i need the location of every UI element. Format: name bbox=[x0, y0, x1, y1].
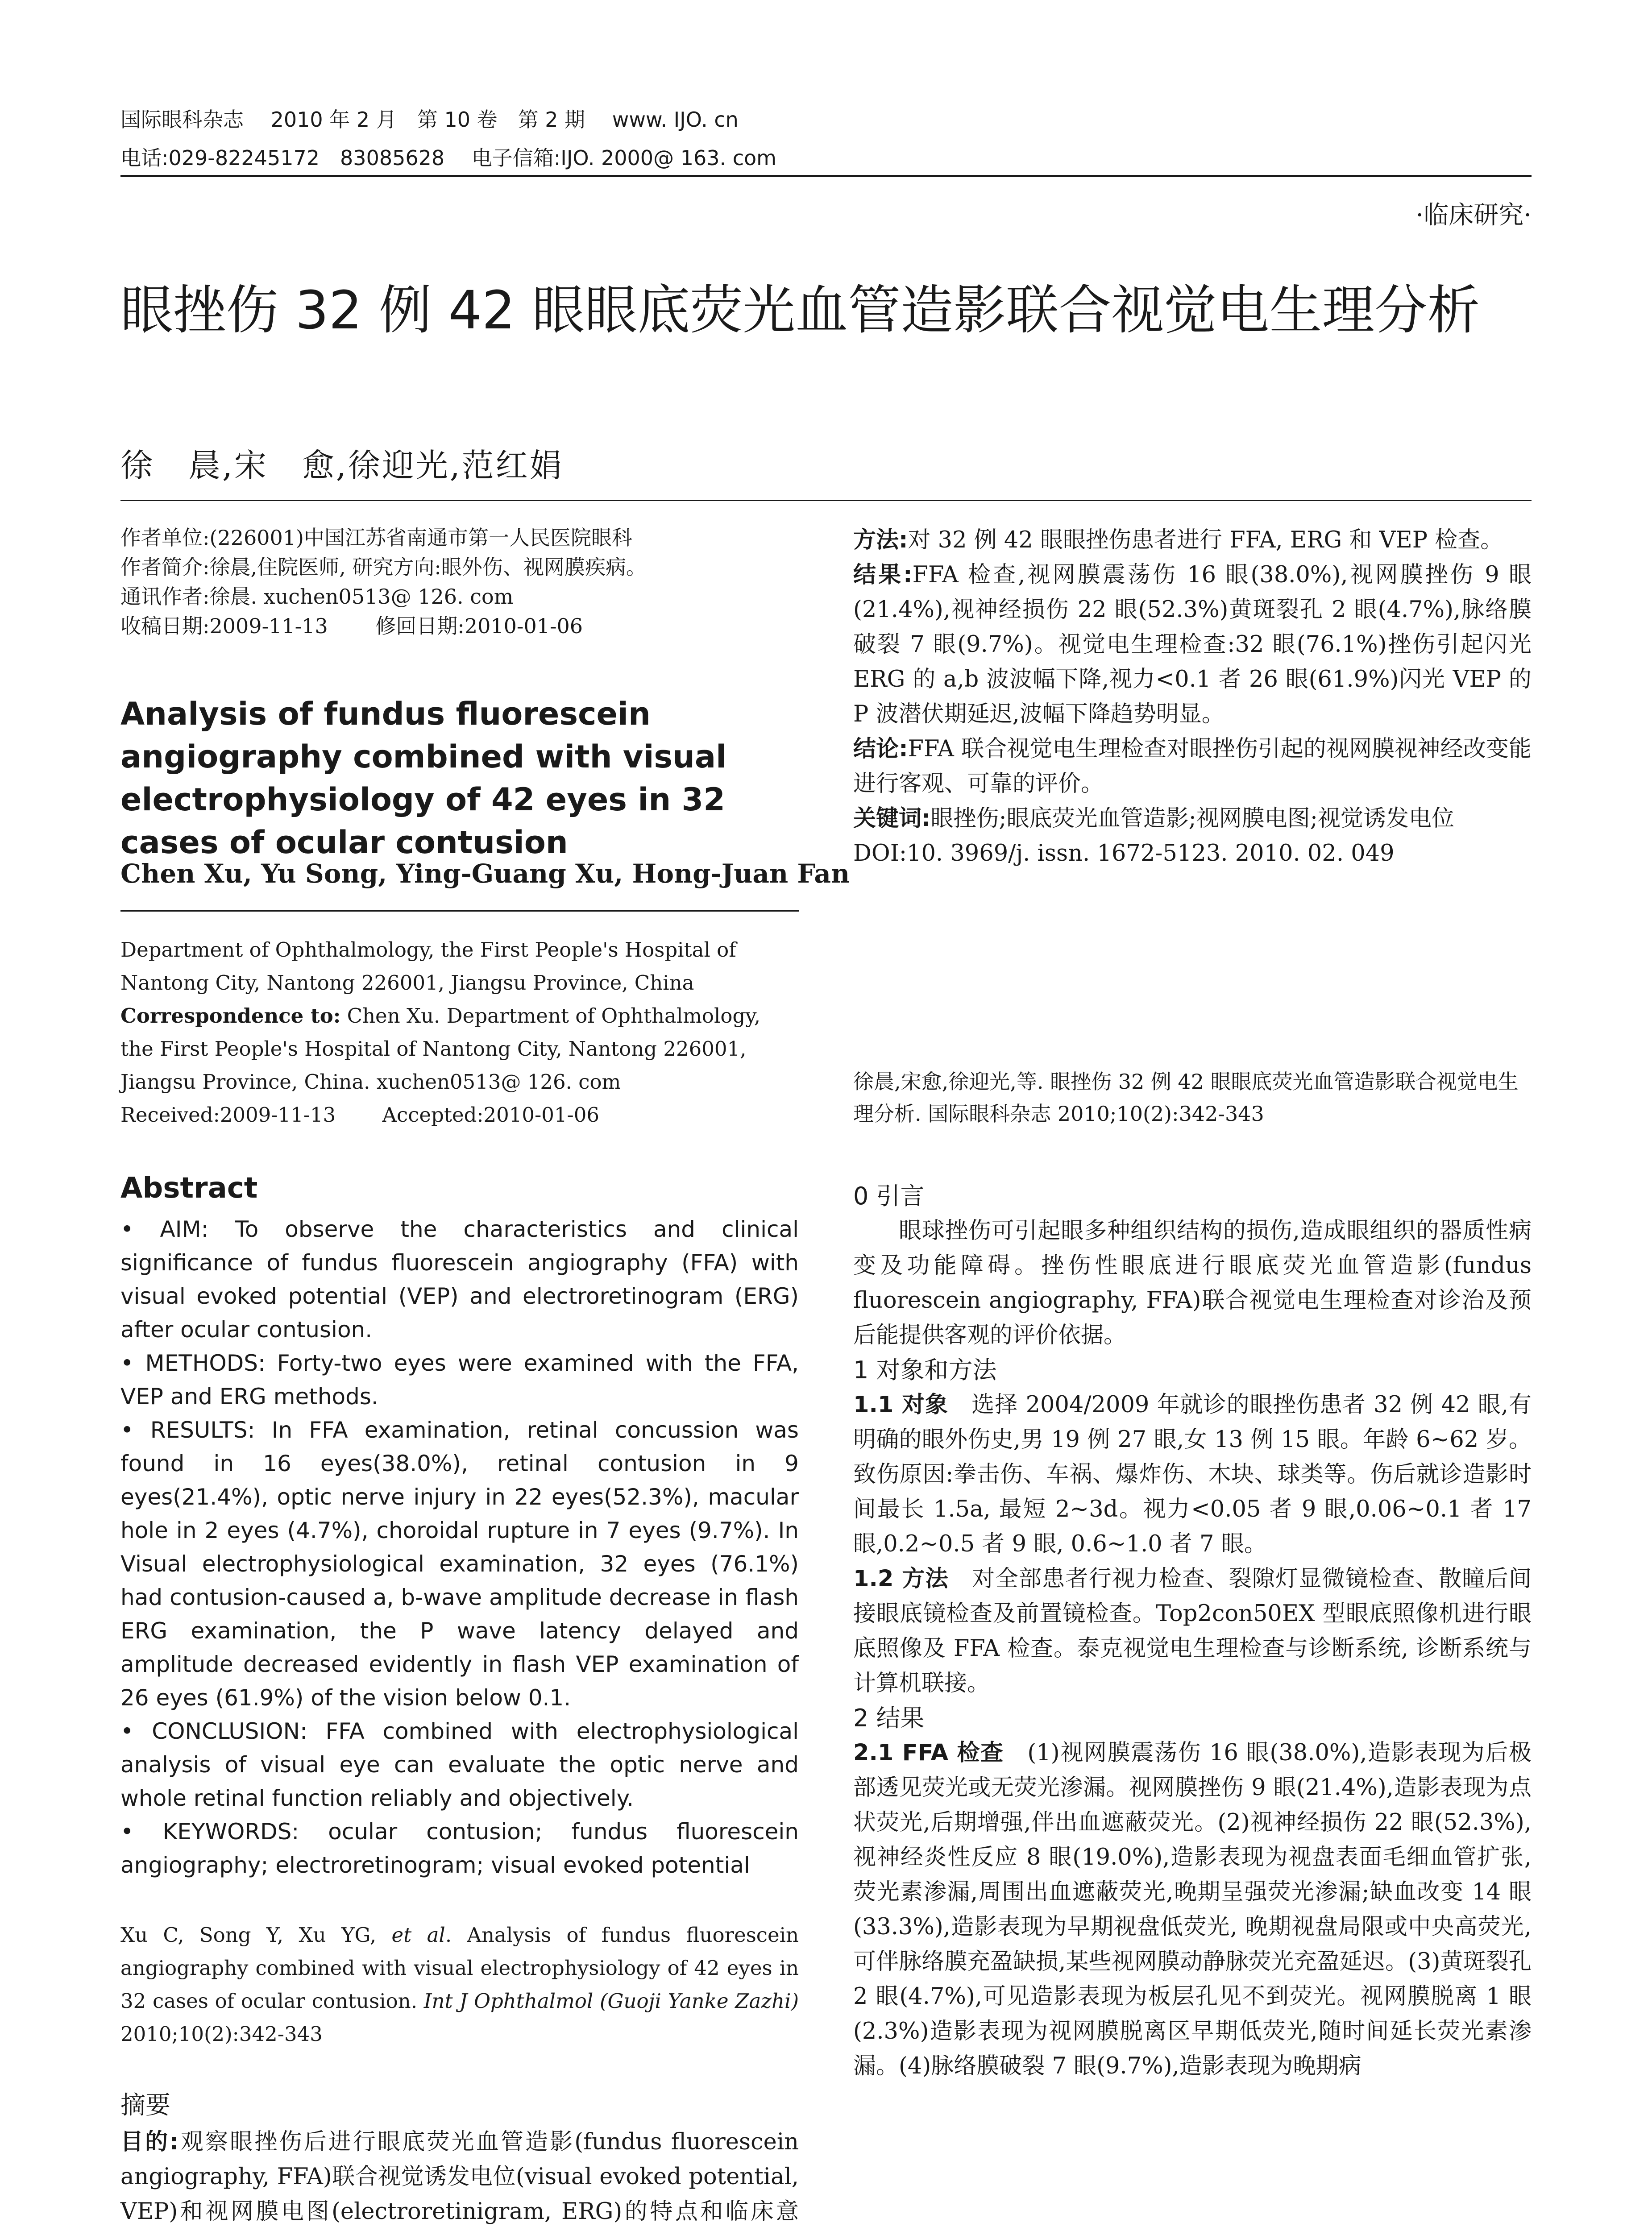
abstract-keywords: • KEYWORDS: ocular contusion; fundus fluorescein angiography; electroretinogram; visual evoked potential bbox=[120, 1819, 799, 1878]
results-cn bbox=[853, 558, 1532, 732]
section-tag: ·临床研究· bbox=[1415, 201, 1532, 230]
correspondence-text: Chen Xu. Department of Ophthalmology, the First People's Hospital of Nantong City, Nantong 226001, Jiangsu Province, China. xuchen0513@ 126. com bbox=[120, 1004, 761, 1094]
english-authors-rule bbox=[120, 910, 799, 912]
corresponding-author-cn: 通讯作者:徐晨. xuchen0513@ 126. com bbox=[120, 585, 514, 609]
intro-paragraph: 眼球挫伤可引起眼多种组织结构的损伤,造成眼组织的器质性病变及功能障碍。挫伤性眼底进行眼底荧光血管造影(fundus fluorescein angiography, FFA)联合视觉电生理检查对诊治及预后能提供客观的评价依据。 bbox=[853, 1218, 1532, 1348]
ffa-results-heading: 2.1 FFA 检查 bbox=[853, 1740, 1004, 1766]
journal-info-line: 国际眼科杂志 2010 年 2 月 第 10 卷 第 2 期 www. IJO. cn bbox=[120, 108, 739, 132]
conclusion-cn-label: 结论: bbox=[853, 736, 908, 762]
citation-authors: Xu C, Song Y, Xu YG, bbox=[120, 1923, 392, 1947]
correspondence-label: Correspondence to: bbox=[120, 1004, 341, 1028]
header-rule bbox=[120, 175, 1532, 177]
english-affiliation: Department of Ophthalmology, the First People's Hospital of Nantong City, Nantong 226001, Jiangsu Province, China bbox=[120, 938, 736, 995]
keywords-cn-label: 关键词: bbox=[853, 805, 931, 832]
abstract-body bbox=[120, 1213, 799, 1882]
author-affiliation-cn: 作者单位:(226001)中国江苏省南通市第一人民医院眼科 bbox=[120, 526, 632, 550]
procedure-paragraph: 对全部患者行视力检查、裂隙灯显微镜检查、散瞳后间接眼底镜检查及前置镜检查。Top2con50EX 型眼底照像机进行眼底照像及 FFA 检查。泰克视觉电生理检查与诊断系统, 诊断系统与计算机联接。 bbox=[853, 1566, 1532, 1696]
citation-title: . Analysis of fundus fluorescein angiography combined with visual electrophysiology of 42 eyes in 32 cases of ocular contusion. bbox=[120, 1923, 799, 2013]
body-text bbox=[853, 1179, 1532, 2084]
title-rule bbox=[120, 500, 1532, 501]
results-cn-label: 结果: bbox=[853, 562, 913, 588]
citation-volume: 2010;10(2):342-343 bbox=[120, 2022, 323, 2046]
conclusion-cn bbox=[853, 732, 1532, 801]
aim-cn-label: 目的: bbox=[120, 2129, 179, 2155]
doi: DOI:10. 3969/j. issn. 1672-5123. 2010. 02. 049 bbox=[853, 840, 1395, 867]
english-authors: Chen Xu, Yu Song, Ying-Guang Xu, Hong-Juan Fan bbox=[120, 858, 850, 889]
procedure-heading: 1.2 方法 bbox=[853, 1566, 949, 1592]
article-title: 眼挫伤 32 例 42 眼眼底荧光血管造影联合视觉电生理分析 bbox=[120, 279, 1480, 341]
dates-cn: 收稿日期:2009-11-13 修回日期:2010-01-06 bbox=[120, 614, 583, 638]
aim-cn-text: 观察眼挫伤后进行眼底荧光血管造影(fundus fluorescein angiography, FFA)联合视觉诱发电位(visual evoked potential, VEP)和视网膜电图(electroretinigram, ERG)的特点和临床意 bbox=[120, 2129, 799, 2225]
results-heading: 2 结果 bbox=[853, 1704, 925, 1732]
results-cn-text: FFA 检查,视网膜震荡伤 16 眼(38.0%),视网膜挫伤 9 眼(21.4%),视神经损伤 22 眼(52.3%)黄斑裂孔 2 眼(4.7%),脉络膜破裂 7 眼(9.7%)。视觉电生理检查:32 眼(76.1%)挫伤引起闪光 ERG 的 a,b 波波幅下降,视力<0.1 者 26 眼(61.9%)闪光 VEP 的 P 波潜伏期延迟,波幅下降趋势明显。 bbox=[853, 562, 1532, 727]
abstract-results: • RESULTS: In FFA examination, retinal concussion was found in 16 eyes(38.0%), retinal contusion in 9 eyes(21.4%), optic nerve injury in 22 eyes(52.3%), macular hole in 2 eyes (4.7%), choroidal rupture in 7 eyes (9.7%). In Visual electrophysiological examination, 32 eyes (76.1%) had contusion-caused a, b-wave amplitude decrease in flash ERG examination, the P wave latency delayed and amplitude decreased evidently in flash VEP examination of 26 eyes (61.9%) of the vision below 0.1. bbox=[120, 1417, 799, 1711]
abstract-cn-heading: 摘要 bbox=[120, 2091, 170, 2120]
subjects-paragraph: 选择 2004/2009 年就诊的眼挫伤患者 32 例 42 眼,有明确的眼外伤史,男 19 例 27 眼,女 13 例 15 眼。年龄 6~62 岁。致伤原因:拳击伤、车祸、爆炸伤、木块、球类等。伤后就诊造影时间最长 1.5a, 最短 2~3d。视力<0.05 者 9 眼,0.06~0.1 者 17 眼,0.2~0.5 者 9 眼, 0.6~1.0 者 7 眼。 bbox=[853, 1392, 1532, 1557]
english-correspondence bbox=[120, 999, 799, 1099]
abstract-methods: • METHODS: Forty-two eyes were examined with the FFA, VEP and ERG methods. bbox=[120, 1350, 799, 1410]
citation-cn: 徐晨,宋愈,徐迎光,等. 眼挫伤 32 例 42 眼眼底荧光血管造影联合视觉电生理分析. 国际眼科杂志 2010;10(2):342-343 bbox=[853, 1070, 1519, 1126]
english-affiliation-block bbox=[120, 933, 799, 1132]
subjects-heading: 1.1 对象 bbox=[853, 1392, 949, 1418]
intro-heading: 0 引言 bbox=[853, 1182, 925, 1210]
keywords-cn-text: 眼挫伤;眼底荧光血管造影;视网膜电图;视觉诱发电位 bbox=[930, 805, 1454, 832]
methods-cn-label: 方法: bbox=[853, 527, 908, 553]
english-title: Analysis of fundus fluorescein angiography combined with visual electrophysiology of 42 eyes in 32 cases of ocular contusion bbox=[120, 696, 727, 861]
contact-info-line: 电话:029-82245172 83085628 电子信箱:IJO. 2000@ 163. com bbox=[120, 146, 776, 170]
abstract-aim: • AIM: To observe the characteristics and clinical significance of fundus fluorescein angiography (FFA) with visual evoked potential (VEP) and electroretinogram (ERG) after ocular contusion. bbox=[120, 1216, 799, 1343]
citation-etal: et al bbox=[391, 1923, 445, 1947]
english-citation bbox=[120, 1919, 799, 2051]
author-list-cn: 徐 晨,宋 愈,徐迎光,范红娟 bbox=[120, 447, 564, 484]
abstract-heading: Abstract bbox=[120, 1172, 258, 1205]
english-dates: Received:2009-11-13 Accepted:2010-01-06 bbox=[120, 1103, 599, 1127]
author-bio-cn: 作者简介:徐晨,住院医师, 研究方向:眼外伤、视网膜疾病。 bbox=[120, 555, 647, 579]
keywords-cn bbox=[853, 801, 1532, 836]
citation-journal: Int J Ophthalmol (Guoji Yanke Zazhi) bbox=[423, 1989, 799, 2013]
citation-cn-block bbox=[853, 1066, 1532, 1130]
methods-heading: 1 对象和方法 bbox=[853, 1356, 997, 1384]
meta-cn-block bbox=[120, 523, 799, 641]
methods-cn-text: 对 32 例 42 眼眼挫伤患者进行 FFA, ERG 和 VEP 检查。 bbox=[908, 527, 1503, 553]
abstract-cn-right bbox=[853, 523, 1532, 871]
ffa-results-paragraph: (1)视网膜震荡伤 16 眼(38.0%),造影表现为后极部透见荧光或无荧光渗漏。视网膜挫伤 9 眼(21.4%),造影表现为点状荧光,后期增强,伴出血遮蔽荧光。(2)视神经损伤 22 眼(52.3%),视神经炎性反应 8 眼(19.0%),造影表现为视盘表面毛细血管扩张,荧光素渗漏,周围出血遮蔽荧光,晚期呈强荧光渗漏;缺血改变 14 眼(33.3%),造影表现为早期视盘低荧光, 晚期视盘局限或中央高荧光,可伴脉络膜充盈缺损,某些视网膜动静脉荧光充盈延迟。(3)黄斑裂孔 2 眼(4.7%),可见造影表现为板层孔见不到荧光。视网膜脱离 1 眼(2.3%)造影表现为视网膜脱离区早期低荧光,随时间延长荧光素渗漏。(4)脉络膜破裂 7 眼(9.7%),造影表现为晚期病 bbox=[853, 1740, 1532, 2079]
methods-cn bbox=[853, 523, 1532, 558]
abstract-conclusion: • CONCLUSION: FFA combined with electrophysiological analysis of visual eye can evaluate the optic nerve and whole retinal function reliably and objectively. bbox=[120, 1718, 799, 1811]
conclusion-cn-text: FFA 联合视觉电生理检查对眼挫伤引起的视网膜视神经改变能进行客观、可靠的评价。 bbox=[853, 736, 1532, 797]
abstract-cn-aim-start bbox=[120, 2125, 799, 2231]
